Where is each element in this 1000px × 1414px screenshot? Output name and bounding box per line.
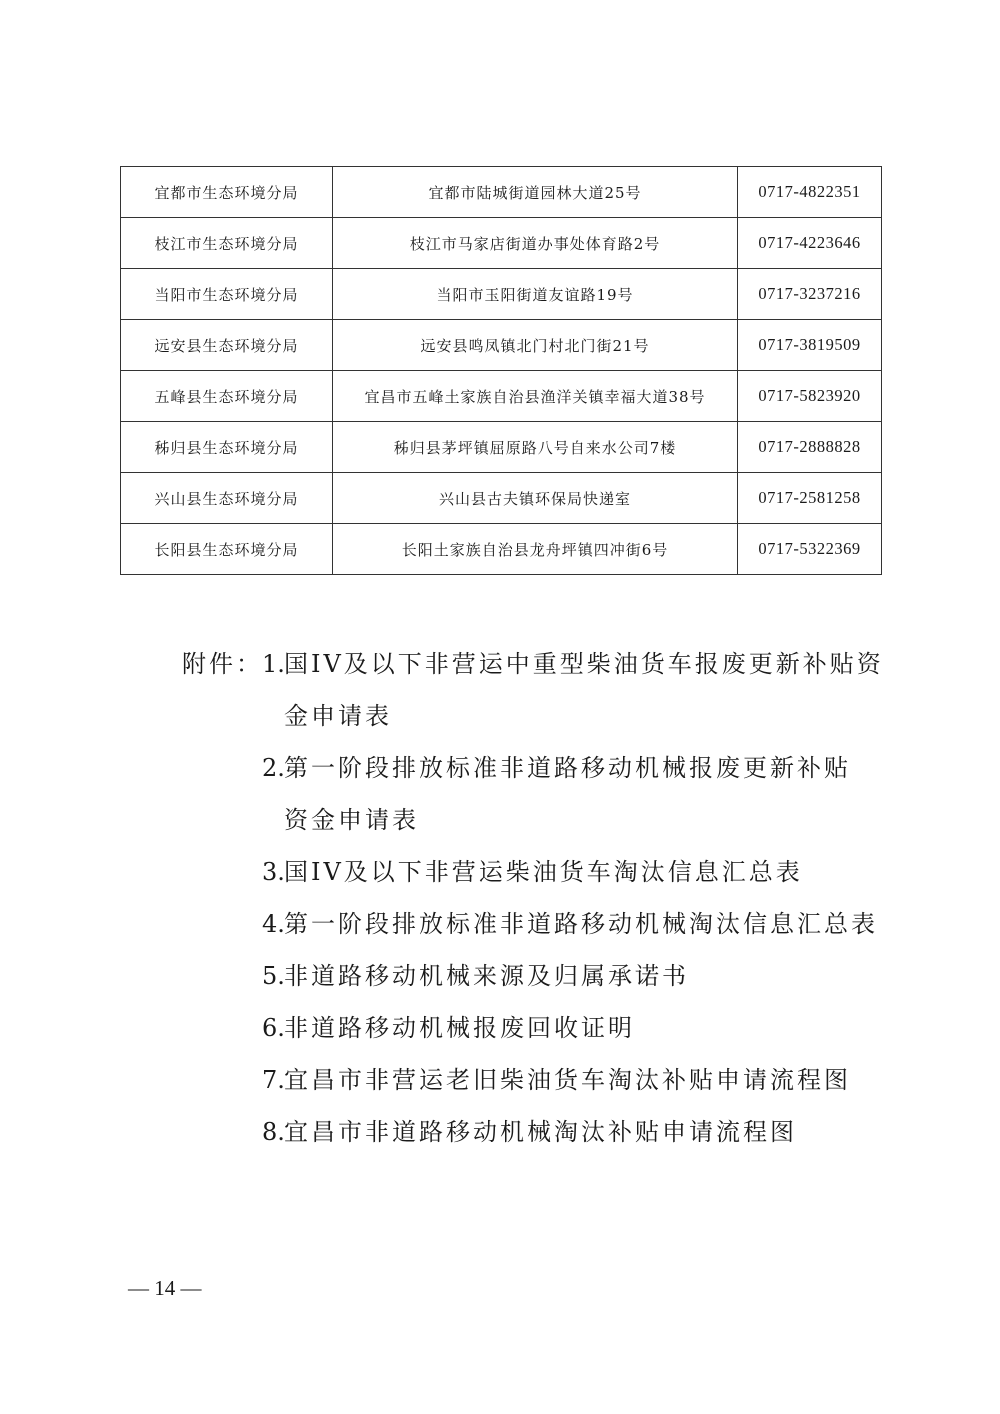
address-cell: 远安县鸣凤镇北门村北门街21号 [333,320,738,371]
attachment-indent [182,1054,262,1106]
attachment-number: 8. [262,1118,285,1146]
attachment-indent [182,950,262,1002]
address-cell: 枝江市马家店街道办事处体育路2号 [333,218,738,269]
table-row [121,320,882,371]
table-row [121,218,882,269]
page-number: — 14 — [128,1276,202,1300]
attachment-list [182,638,902,1158]
table-row [121,422,882,473]
address-cell: 宜昌市五峰土家族自治县渔洋关镇幸福大道38号 [333,371,738,422]
attachment-indent [182,898,262,950]
attachment-number: 4. [262,910,285,938]
phone-cell: 0717-2581258 [738,473,882,524]
attachment-item [182,950,902,1002]
attachment-item-continuation [182,794,902,846]
attachment-label: 附件： [182,650,263,678]
attachment-number: 6. [262,1014,285,1042]
attachment-title: 国IV及以下非营运柴油货车淘汰信息汇总表 [284,858,803,886]
table-row [121,524,882,575]
address-cell: 兴山县古夫镇环保局快递室 [333,473,738,524]
agency-contact-table [120,166,882,575]
attachment-title-continued: 金申请表 [284,702,392,730]
attachment-title-continued: 资金申请表 [284,806,419,834]
attachment-number: 1. [262,650,285,678]
attachment-number: 2. [262,754,285,782]
attachment-number: 7. [262,1066,285,1094]
attachment-indent [182,846,262,898]
attachment-item [182,846,902,898]
table-row [121,371,882,422]
phone-cell: 0717-5823920 [738,371,882,422]
table-row [121,473,882,524]
agency-cell: 宜都市生态环境分局 [121,167,333,218]
attachment-indent [182,1002,262,1054]
attachment-item [182,638,902,690]
table-body [121,167,882,575]
attachment-title: 宜昌市非营运老旧柴油货车淘汰补贴申请流程图 [284,1066,851,1094]
attachment-item [182,898,902,950]
attachment-number: 3. [262,858,285,886]
phone-cell: 0717-5322369 [738,524,882,575]
phone-cell: 0717-3237216 [738,269,882,320]
address-cell: 当阳市玉阳街道友谊路19号 [333,269,738,320]
address-cell: 秭归县茅坪镇屈原路八号自来水公司7楼 [333,422,738,473]
table-row [121,269,882,320]
address-cell: 宜都市陆城街道园林大道25号 [333,167,738,218]
address-cell: 长阳土家族自治县龙舟坪镇四冲街6号 [333,524,738,575]
phone-cell: 0717-3819509 [738,320,882,371]
phone-cell: 0717-4223646 [738,218,882,269]
phone-cell: 0717-2888828 [738,422,882,473]
table-row [121,167,882,218]
agency-cell: 兴山县生态环境分局 [121,473,333,524]
agency-cell: 长阳县生态环境分局 [121,524,333,575]
attachment-indent [182,1106,262,1158]
agency-cell: 远安县生态环境分局 [121,320,333,371]
attachment-title: 第一阶段排放标准非道路移动机械报废更新补贴 [284,754,851,782]
attachment-item [182,1002,902,1054]
attachment-number: 5. [262,962,285,990]
attachment-item [182,742,902,794]
attachment-title: 非道路移动机械报废回收证明 [284,1014,635,1042]
attachment-title: 非道路移动机械来源及归属承诺书 [284,962,689,990]
attachment-title: 宜昌市非道路移动机械淘汰补贴申请流程图 [284,1118,797,1146]
attachment-indent [182,742,262,794]
attachment-title: 第一阶段排放标准非道路移动机械淘汰信息汇总表 [284,910,878,938]
agency-cell: 枝江市生态环境分局 [121,218,333,269]
attachment-item [182,1054,902,1106]
phone-cell: 0717-4822351 [738,167,882,218]
attachment-item-continuation [182,690,902,742]
agency-cell: 当阳市生态环境分局 [121,269,333,320]
agency-cell: 五峰县生态环境分局 [121,371,333,422]
agency-cell: 秭归县生态环境分局 [121,422,333,473]
attachment-title: 国IV及以下非营运中重型柴油货车报废更新补贴资 [284,650,884,678]
attachment-item [182,1106,902,1158]
